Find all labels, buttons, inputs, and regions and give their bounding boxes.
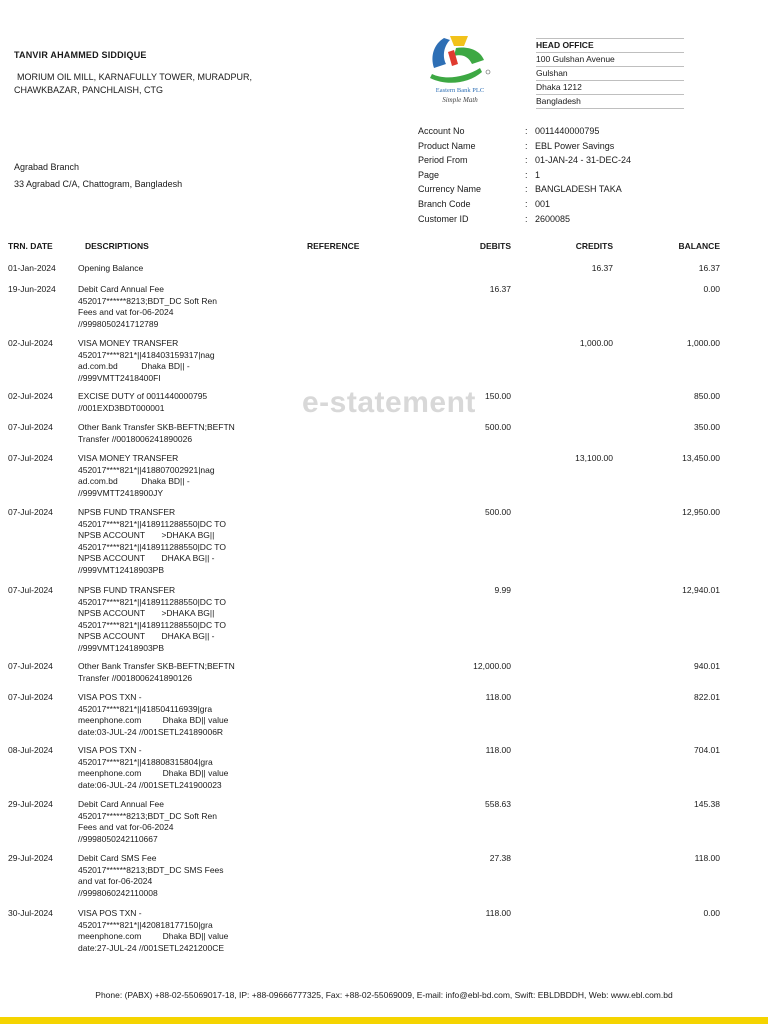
txn-date: 29-Jul-2024	[8, 799, 53, 809]
head-office-line: 100 Gulshan Avenue	[536, 53, 684, 67]
account-label: Page	[418, 169, 440, 180]
account-row	[418, 168, 738, 183]
txn-date: 07-Jul-2024	[8, 661, 53, 671]
account-row	[418, 153, 738, 168]
account-label: Period From	[418, 155, 468, 166]
header-credits: CREDITS	[575, 241, 613, 251]
account-colon: :	[525, 155, 528, 166]
account-label: Branch Code	[418, 198, 471, 209]
branch-address: 33 Agrabad C/A, Chattogram, Bangladesh	[14, 179, 183, 189]
txn-description: NPSB FUND TRANSFER 452017****821*||418911288550|DC TO NPSB ACCOUNT >DHAKA BG|| 452017****821*||418911288550|DC TO NPSB ACCOUNT DHAKA BG|| - //999VMT12418903PB	[78, 585, 226, 653]
txn-debit: 558.63	[485, 799, 511, 809]
txn-balance: 16.37	[698, 263, 720, 273]
account-colon: :	[525, 169, 528, 180]
header-balance: BALANCE	[678, 241, 720, 251]
account-label: Customer ID	[418, 213, 469, 224]
txn-description: Debit Card SMS Fee 452017******8213;BDT_DC SMS Fees and vat for-06-2024 //9998060242110008	[78, 853, 224, 898]
account-value: 2600085	[535, 213, 571, 224]
account-value: BANGLADESH TAKA	[535, 184, 622, 195]
txn-credit: 1,000.00	[579, 338, 613, 348]
head-office-title: HEAD OFFICE	[536, 38, 684, 53]
txn-description: VISA POS TXN - 452017****821*||420818177150|gra meenphone.com Dhaka BD|| value date:27-JUL-24 //001SETL2421200CE	[78, 908, 229, 953]
txn-date: 07-Jul-2024	[8, 692, 53, 702]
txn-description: Debit Card Annual Fee 452017******8213;BDT_DC Soft Ren Fees and vat for-06-2024 //9998050242110667	[78, 799, 217, 844]
header-reference: REFERENCE	[307, 241, 360, 251]
txn-description: NPSB FUND TRANSFER 452017****821*||418911288550|DC TO NPSB ACCOUNT >DHAKA BG|| 452017****821*||418911288550|DC TO NPSB ACCOUNT DHAKA BG|| - //999VMT12418903PB	[78, 507, 226, 575]
branch-info	[14, 159, 182, 193]
txn-date: 07-Jul-2024	[8, 453, 53, 463]
txn-date: 07-Jul-2024	[8, 507, 53, 517]
account-row	[418, 212, 738, 227]
account-label: Account No	[418, 126, 465, 136]
account-row	[418, 182, 738, 197]
txn-balance: 940.01	[694, 661, 720, 671]
txn-balance: 704.01	[694, 745, 720, 755]
txn-description: VISA MONEY TRANSFER 452017****821*||418807002921|nag ad.com.bd Dhaka BD|| - //999VMTT2418900JY	[78, 453, 215, 498]
customer-name: TANVIR AHAMMED SIDDIQUE	[14, 50, 147, 60]
header-descriptions: DESCRIPTIONS	[85, 241, 149, 251]
footer-bar	[0, 1017, 768, 1024]
txn-debit: 500.00	[485, 422, 511, 432]
account-value: 0011440000795	[535, 126, 600, 136]
txn-debit: 16.37	[489, 284, 511, 294]
head-office-line: Gulshan	[536, 67, 684, 81]
txn-debit: 118.00	[485, 908, 511, 918]
txn-debit: 12,000.00	[473, 661, 511, 671]
customer-address	[14, 71, 252, 97]
account-value: 001	[535, 198, 551, 209]
txn-balance: 145.38	[694, 799, 720, 809]
account-row	[418, 139, 738, 154]
txn-debit: 500.00	[485, 507, 511, 517]
txn-date: 07-Jul-2024	[8, 585, 53, 595]
txn-date: 01-Jan-2024	[8, 263, 56, 273]
txn-description: Other Bank Transfer SKB-BEFTN;BEFTN Transfer //0018006241890126	[78, 661, 235, 683]
txn-date: 07-Jul-2024	[8, 422, 53, 432]
account-colon: :	[525, 198, 528, 209]
ebl-logo	[424, 30, 496, 106]
head-office-line: Dhaka 1212	[536, 81, 684, 95]
header-date: TRN. DATE	[8, 241, 53, 251]
txn-date: 08-Jul-2024	[8, 745, 53, 755]
txn-balance: 0.00	[703, 284, 720, 294]
txn-debit: 27.38	[489, 853, 511, 863]
account-details	[418, 124, 738, 226]
customer-address-line1: MORIUM OIL MILL, KARNAFULLY TOWER, MURADPUR,	[17, 72, 253, 82]
head-office-box	[536, 38, 684, 109]
account-row	[418, 197, 738, 212]
header-debits: DEBITS	[479, 241, 511, 251]
txn-date: 02-Jul-2024	[8, 391, 53, 401]
txn-description: EXCISE DUTY of 0011440000795 //001EXD3BDT000001	[78, 391, 208, 413]
txn-balance: 350.00	[694, 422, 720, 432]
account-label: Currency Name	[418, 184, 482, 195]
txn-credit: 16.37	[591, 263, 613, 273]
txn-debit: 118.00	[485, 692, 511, 702]
account-colon: :	[525, 140, 528, 151]
txn-balance: 850.00	[694, 391, 720, 401]
account-label: Product Name	[418, 140, 476, 151]
txn-description: VISA POS TXN - 452017****821*||418504116939|gra meenphone.com Dhaka BD|| value date:03-JUL-24 //001SETL24189006R	[78, 692, 229, 737]
txn-description: VISA MONEY TRANSFER 452017****821*||418403159317|nag ad.com.bd Dhaka BD|| - //999VMTT2418400FI	[78, 338, 215, 383]
branch-name: Agrabad Branch	[14, 162, 80, 172]
account-value: 01-JAN-24 - 31-DEC-24	[535, 155, 632, 166]
txn-description: Other Bank Transfer SKB-BEFTN;BEFTN Transfer //0018006241890026	[78, 422, 235, 444]
account-value: 1	[535, 169, 541, 180]
txn-balance: 1,000.00	[686, 338, 720, 348]
account-row	[418, 124, 738, 139]
customer-address-line2: CHAWKBAZAR, PANCHLAISH, CTG	[14, 85, 164, 95]
watermark: e-statement	[302, 386, 476, 419]
logo-bank-name: Eastern Bank PLC	[435, 87, 485, 94]
txn-date: 30-Jul-2024	[8, 908, 53, 918]
head-office-line: Bangladesh	[536, 95, 684, 109]
txn-balance: 12,950.00	[682, 507, 720, 517]
account-colon: :	[525, 126, 528, 136]
account-value: EBL Power Savings	[535, 140, 615, 151]
footer-contact: Phone: (PABX) +88-02-55069017-18, IP: +88-09666777325, Fax: +88-02-55069009, E-mail: info@ebl-bd.com, Swift: EBLDBDDH, Web: www.ebl.com.bd	[95, 990, 673, 1000]
txn-balance: 118.00	[694, 853, 720, 863]
txn-description: Opening Balance	[78, 263, 144, 273]
txn-balance: 12,940.01	[682, 585, 720, 595]
txn-debit: 9.99	[494, 585, 511, 595]
txn-date: 02-Jul-2024	[8, 338, 53, 348]
logo-tagline: Simple Math	[442, 96, 478, 104]
txn-credit: 13,100.00	[575, 453, 613, 463]
txn-balance: 13,450.00	[682, 453, 720, 463]
txn-date: 29-Jul-2024	[8, 853, 53, 863]
txn-description: VISA POS TXN - 452017****821*||418808315804|gra meenphone.com Dhaka BD|| value date:06-JUL-24 //001SETL241900023	[78, 745, 229, 790]
account-colon: :	[525, 184, 528, 195]
txn-date: 19-Jun-2024	[8, 284, 56, 294]
txn-debit: 150.00	[485, 391, 511, 401]
txn-description: Debit Card Annual Fee 452017******8213;BDT_DC Soft Ren Fees and vat for-06-2024 //9998050241712789	[78, 284, 217, 329]
account-colon: :	[525, 213, 528, 224]
txn-balance: 822.01	[694, 692, 720, 702]
txn-balance: 0.00	[703, 908, 720, 918]
txn-debit: 118.00	[485, 745, 511, 755]
